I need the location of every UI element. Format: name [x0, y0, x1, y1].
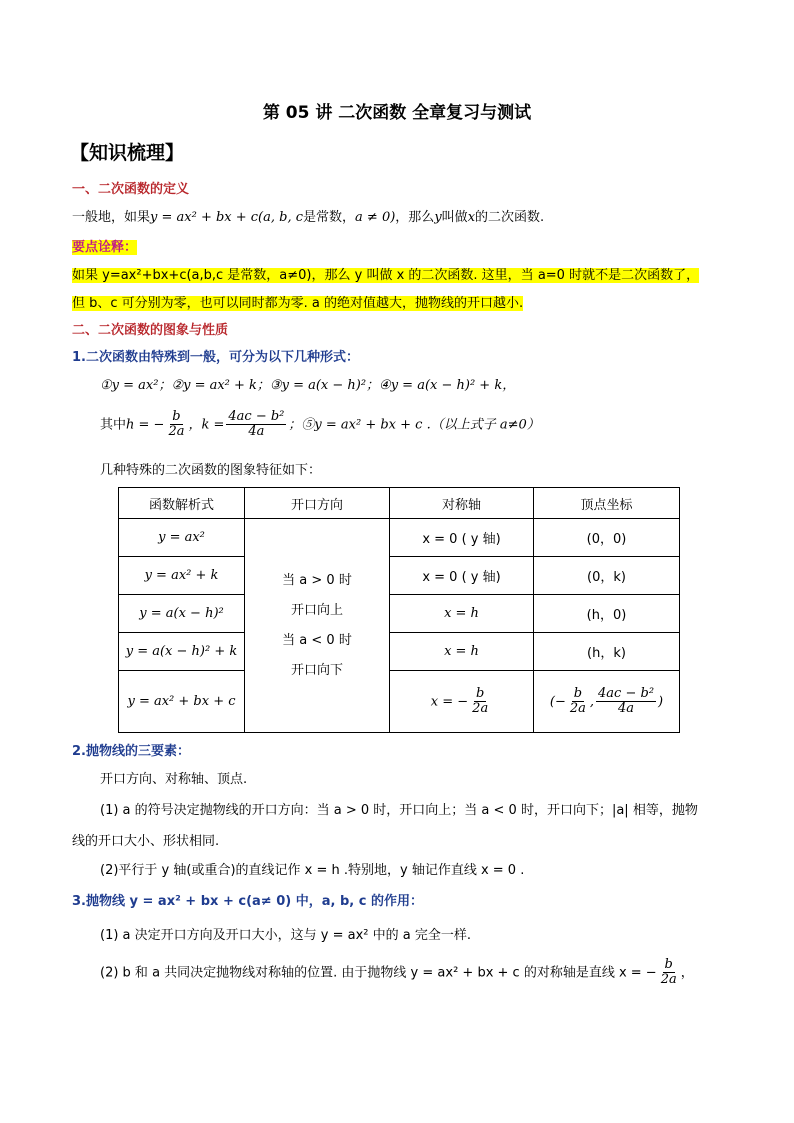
opening-rule-line-2: 线的开口大小、形状相同. — [72, 834, 220, 849]
table-row — [119, 557, 680, 595]
opening-rule-line-1: (1) a 的符号决定抛物线的开口方向：当 a > 0 时，开口向上；当 a < 0 时，开口向下；|a| 相等，抛物 — [100, 803, 698, 818]
vertex-cell: (h，0) — [534, 595, 680, 633]
coefficients-heading: 3.抛物线 y = ax² + bx + c(a≠ 0) 中，a, b, c 的作用： — [72, 894, 423, 909]
function-cell: y = ax² + k — [119, 557, 245, 595]
vertex-formula-line: 其中h = − $\frac{b}{2a}$ ，k = $\frac{\text{4ac − b²}}{4a}$ ；⑤y = ax² + bx + c .（以上式子 a≠0） — [100, 409, 540, 440]
k-fraction: $\frac{\text{4ac − b²}}{4a}$ — [228, 409, 285, 440]
note-line-2: 但 b、c 可分别为零，也可以同时都为零. a 的绝对值越大，抛物线的开口越小. — [72, 296, 524, 311]
forms-subheading: 1.二次函数由特殊到一般，可分为以下几种形式： — [72, 350, 359, 365]
forms-line: ①y = ax²；②y = ax² + k；③y = a(x − h)²；④y = a(x − h)² + k， — [100, 378, 516, 393]
coefficient-a-line: (1) a 决定开口方向及开口大小，这与 y = ax² 中的 a 完全一样. — [100, 928, 471, 943]
direction-cell: 当 a > 0 时 开口向上 当 a < 0 时 开口向下 — [245, 519, 390, 733]
definition-line: 一般地，如果y = ax² + bx + c(a, b, c是常数，a ≠ 0)，那么y叫做x的二次函数. — [72, 210, 545, 225]
vertex-cell: (0，0) — [534, 519, 680, 557]
axis-cell: x = 0 ( y 轴) — [390, 519, 534, 557]
function-cell: y = a(x − h)² + k — [119, 633, 245, 671]
coefficient-b-line: (2) b 和 a 共同决定抛物线对称轴的位置. 由于抛物线 y = ax² + bx + c 的对称轴是直线 x = − $\frac{b}{2a}$ ， — [100, 957, 694, 988]
note-label: 要点诠释： — [72, 240, 138, 255]
table-header-row — [119, 488, 680, 519]
definition-heading: 一、二次函数的定义 — [72, 182, 190, 197]
axis-cell: x = − $\frac{b}{2a}$ — [390, 671, 534, 733]
axis-fraction: $\frac{b}{2a}$ — [472, 685, 489, 716]
graph-heading: 二、二次函数的图象与性质 — [72, 323, 229, 338]
axis-fraction-inline: $\frac{b}{2a}$ — [660, 957, 677, 988]
axis-cell: x = 0 ( y 轴) — [390, 557, 534, 595]
header-direction: 开口方向 — [245, 488, 390, 519]
header-axis: 对称轴 — [390, 488, 534, 519]
vertex-cell: (h，k) — [534, 633, 680, 671]
table-row — [119, 633, 680, 671]
three-elements-heading: 2.抛物线的三要素： — [72, 744, 190, 759]
header-function: 函数解析式 — [119, 488, 245, 519]
section-heading: 【知识梳理】 — [70, 142, 185, 164]
vertex-cell: (0，k) — [534, 557, 680, 595]
function-cell: y = a(x − h)² — [119, 595, 245, 633]
axis-cell: x = h — [390, 633, 534, 671]
page-title: 第 05 讲 二次函数 全章复习与测试 — [262, 103, 532, 123]
h-fraction: $\frac{b}{2a}$ — [168, 409, 185, 440]
three-elements-line: 开口方向、对称轴、顶点. — [100, 772, 248, 787]
axis-cell: x = h — [390, 595, 534, 633]
table-intro: 几种特殊的二次函数的图象特征如下： — [100, 463, 322, 478]
note-line-1: 如果 y=ax²+bx+c(a,b,c 是常数，a≠0)，那么 y 叫做 x 的二次函数. 这里，当 a=0 时就不是二次函数了， — [72, 268, 700, 283]
properties-table — [118, 487, 680, 733]
vertex-cell: (− $\frac{b}{2a}$ , $\frac{\text{4ac − b²}}{4a}$ ) — [534, 671, 680, 733]
table-row — [119, 595, 680, 633]
function-cell: y = ax² + bx + c — [119, 671, 245, 733]
table-row — [119, 519, 680, 557]
header-vertex: 顶点坐标 — [534, 488, 680, 519]
vertex-x-fraction: $\frac{b}{2a}$ — [569, 685, 586, 716]
table-row — [119, 671, 680, 733]
axis-rule-line: (2)平行于 y 轴(或重合)的直线记作 x = h .特别地，y 轴记作直线 x = 0 . — [100, 863, 525, 878]
vertex-y-fraction: $\frac{\text{4ac − b²}}{4a}$ — [598, 685, 655, 716]
function-cell: y = ax² — [119, 519, 245, 557]
